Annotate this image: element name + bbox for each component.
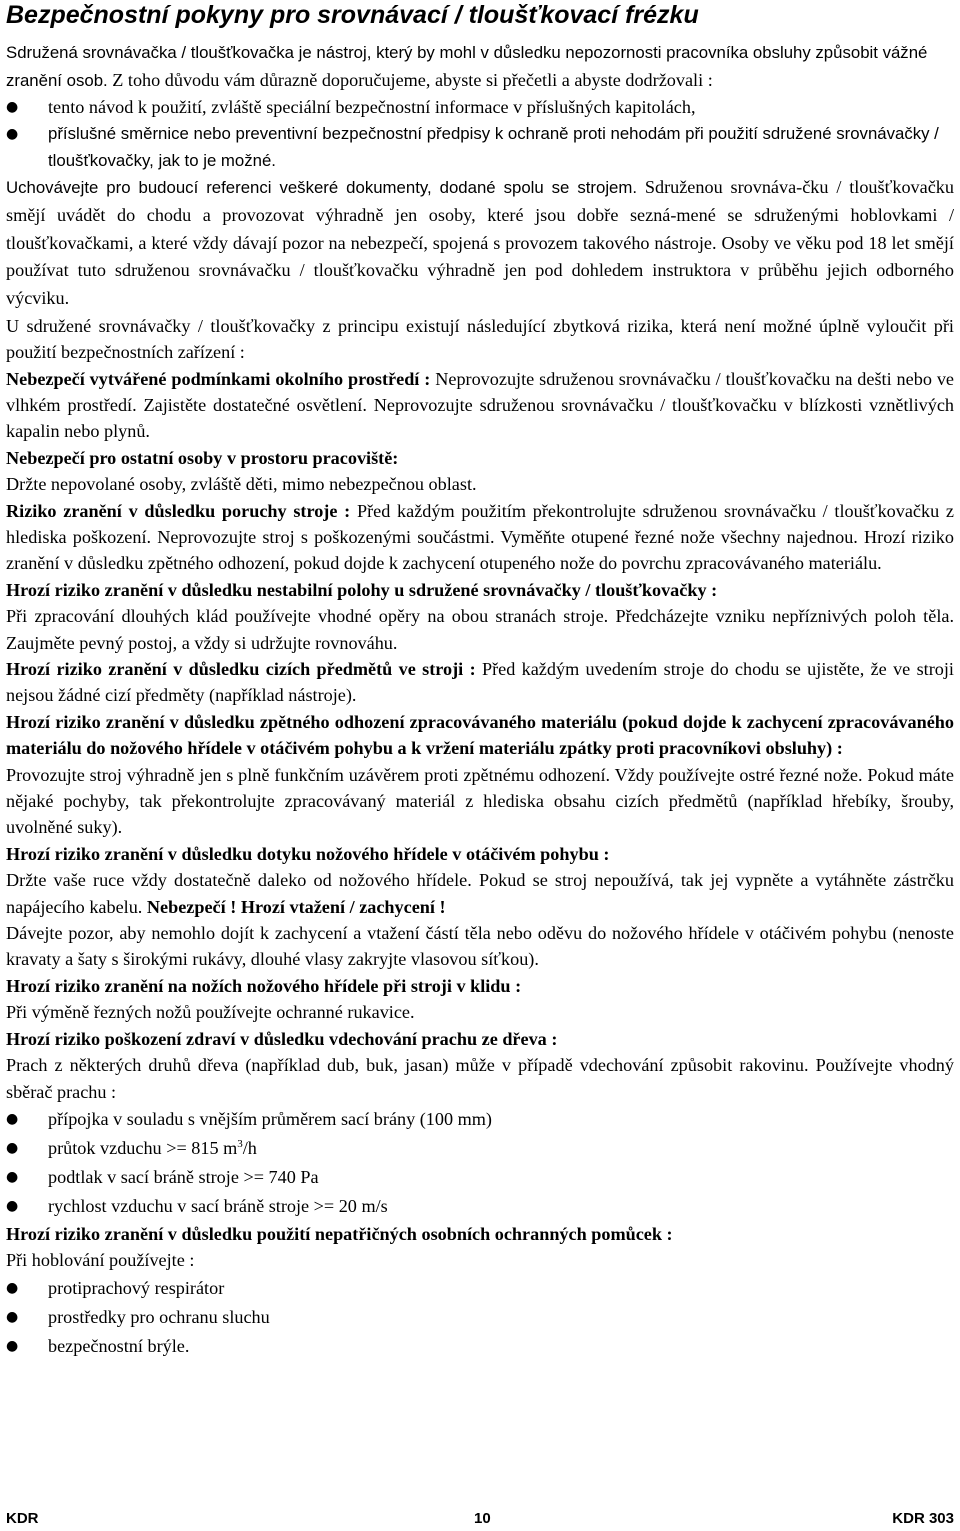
list-item — [6, 1274, 954, 1303]
intro-list — [6, 94, 954, 174]
section-cutterblock-text-2: Dávejte pozor, aby nemohlo dojít k zachycení a vtažení částí těla nebo oděvu do nožového hřídele v otáčivém pohybu (nenoste kravaty a šaty s širokými rukávy, dlouhé vlasy zakryjte vlasovou síťkou). — [6, 923, 954, 970]
list-item-text: přípojka v souladu s vnějším průměrem sací brány (100 mm) — [48, 1108, 492, 1129]
page-number: 10 — [474, 1510, 491, 1527]
section-text: Před každým použitím překontrolujte sdruženou srovnávačku / tloušťkovačku z hlediska poškození. Neprovozujte stroj s poškozenými součástmi. Vyměňte otupené řezné nože všechny najednou. Hrozí riziko zranění v důsledku zpětného odhození, pokud dojde k zachycení otupeného nože do povrchu zpracovávaného materiálu. — [6, 500, 954, 574]
section-text: Držte vaše ruce vždy dostatečně daleko od nožového hřídele. Pokud se stroj nepoužívá, tak jej vypněte a vytáhněte zástrčku napájecího kabelu. — [6, 870, 954, 917]
list-item — [6, 1192, 954, 1221]
list-item-text: prostředky pro ochranu sluchu — [48, 1306, 270, 1327]
warning-text: Nebezpečí ! Hrozí vtažení / zachycení ! — [146, 896, 446, 917]
section-stability-heading — [6, 577, 954, 603]
intro-text-sans: Sdružená srovnávačka / tloušťkovačka je nástroj, který by mohl v důsledku nepozornosti pracovníka obsluhy způsobit vážné zranění osob. — [6, 43, 928, 90]
section-heading: Hrozí riziko zranění v důsledku zpětného odhození zpracovávaného materiálu (pokud dojde k zachycení zpracovávaného materiálu do nožového hřídele v otáčivém pohybu a k vržení materiálu zpátky proti pracovníkovi obsluhy) : — [6, 711, 954, 759]
list-item-text: podtlak v sací bráně stroje >= 740 Pa — [48, 1166, 319, 1187]
dust-list — [6, 1105, 954, 1221]
section-ppe-heading — [6, 1221, 954, 1247]
list-item — [6, 1163, 954, 1192]
section-heading: Hrozí riziko zranění v důsledku cizích předmětů ve stroji : — [6, 659, 476, 680]
list-item-text: rychlost vzduchu v sací bráně stroje >= 20 m/s — [48, 1195, 388, 1216]
list-item-text: průtok vzduchu >= 815 m — [48, 1137, 238, 1158]
page-title: Bezpečnostní pokyny pro srovnávací / tloušťkovací frézku — [6, 1, 699, 29]
list-item — [6, 121, 954, 174]
section-dust-text: Prach z některých druhů dřeva (například dub, buk, jasan) může v případě vdechování způsobit rakovinu. Používejte vhodný sběrač prachu : — [6, 1055, 954, 1102]
section-heading: Hrozí riziko zranění v důsledku dotyku nožového hřídele v otáčivém pohybu : — [6, 843, 610, 864]
bullet-icon: ● — [6, 1139, 19, 1156]
section-text: Před každým uvedením stroje do chodu se ujistěte, že ve stroji nejsou žádné cizí předměty (například nástroje). — [6, 659, 954, 706]
section-other-persons-text: Držte nepovolané osoby, zvláště děti, mimo nebezpečnou oblast. — [6, 474, 477, 495]
bullet-icon: ● — [6, 99, 19, 116]
bullet-icon: ● — [6, 1168, 19, 1185]
section-heading: Nebezpečí vytvářené podmínkami okolního prostředí : — [6, 368, 431, 389]
section-cutterblock-heading — [6, 841, 954, 867]
superscript: 3 — [237, 1137, 243, 1150]
section-environment — [6, 366, 954, 445]
list-item-text: protiprachový respirátor — [48, 1277, 225, 1298]
keep-text-serif-2: Osoby ve věku pod 18 let smějí používat tuto sdruženou srovnávačku / tloušťkovačku výhradně jen pod dohledem instruktora v průběhu jejich odborného výcviku. — [6, 232, 954, 309]
section-machine-fault — [6, 498, 954, 577]
section-kickback-text: Provozujte stroj výhradně jen s plně funkčním uzávěrem proti zpětnému odhození. Vždy používejte ostré řezné nože. Pokud máte nějaké pochyby, tak překontrolujte zpracovávaný materiál z hlediska obsahu cizích předmětů (například hřebíky, šrouby, uvolněné suky). — [6, 764, 954, 838]
section-stability-text: Při zpracování dlouhých klád používejte vhodné opěry na obou stranách stroje. Předcházejte vzniku nepříznivých poloh těla. Zaujměte pevný postoj, a vždy si udržujte rovnováhu. — [6, 606, 954, 653]
list-item — [6, 1303, 954, 1332]
section-text: Neprovozujte sdruženou srovnávačku / tloušťkovačku na dešti nebo ve vlhkém prostředí. Zajistěte dostatečné osvětlení. Neprovozujte sdruženou srovnávačku / tloušťkovačku v blízkosti vznětlivých kapalin nebo plynů. — [6, 368, 954, 442]
section-heading: Hrozí riziko zranění v důsledku nestabilní polohy u sdružené srovnávačky / tloušťkovačky : — [6, 579, 718, 600]
section-knives-text: Při výměně řezných nožů používejte ochranné rukavice. — [6, 1002, 415, 1023]
list-item — [6, 1134, 954, 1163]
section-heading: Hrozí riziko zranění na nožích nožového hřídele při stroji v klidu : — [6, 975, 522, 996]
bullet-icon: ● — [6, 125, 19, 142]
section-heading: Riziko zranění v důsledku poruchy stroje : — [6, 500, 351, 521]
keep-text-serif: Sdruženou srovnáva-čku / tloušťkovačku smějí uvádět do chodu a provozovat výhradně jen osoby, které jsou dobře sezná-mené se sdruženými hoblovkami / tloušťkovačkami, a které vždy dávají pozor na nebezpečí, spojená s provozem takového nástroje. — [6, 177, 954, 253]
bullet-icon: ● — [6, 1197, 19, 1214]
section-other-persons-heading — [6, 445, 954, 471]
footer-model-left: KDR — [6, 1510, 39, 1527]
bullet-icon: ● — [6, 1110, 19, 1127]
bullet-icon: ● — [6, 1308, 19, 1325]
section-heading: Nebezpečí pro ostatní osoby v prostoru pracoviště: — [6, 447, 399, 468]
residual-risk-paragraph: U sdružené srovnávačky / tloušťkovačky z principu existují následující zbytková rizika, která není možné úplně vyloučit při použití bezpečnostních zařízení : — [6, 315, 954, 363]
keep-text-sans: Uchovávejte pro budoucí referenci veškeré dokumenty, dodané spolu se strojem. — [6, 178, 638, 198]
footer-model-right: KDR 303 — [892, 1510, 954, 1527]
list-item-unit: /h — [242, 1137, 257, 1158]
bullet-icon: ● — [6, 1279, 19, 1296]
section-cutterblock-text — [6, 867, 954, 920]
section-heading: Hrozí riziko poškození zdraví v důsledku vdechování prachu ze dřeva : — [6, 1028, 558, 1049]
document-page — [6, 0, 954, 1361]
list-item-text: tento návod k použití, zvláště speciální bezpečnostní informace v příslušných kapitolách, — [48, 97, 696, 118]
list-item — [6, 1332, 954, 1361]
intro-text-serif: Z toho důvodu vám důrazně doporučujeme, abyste si přečetli a abyste dodržovali : — [107, 69, 713, 90]
section-dust-heading — [6, 1026, 954, 1052]
section-kickback-heading — [6, 709, 954, 762]
section-heading: Hrozí riziko zranění v důsledku použití nepatřičných osobních ochranných pomůcek : — [6, 1223, 673, 1244]
list-item-text: příslušné směrnice nebo preventivní bezpečnostní předpisy k ochraně proti nehodám při použití sdružené srovnávačky / tloušťkovačky, jak to je možné. — [48, 123, 939, 170]
list-item — [6, 94, 954, 120]
section-knives-heading — [6, 973, 954, 999]
list-item-text: bezpečnostní brýle. — [48, 1335, 190, 1356]
page-footer — [6, 1510, 954, 1530]
ppe-list — [6, 1274, 954, 1361]
bullet-icon: ● — [6, 1337, 19, 1354]
intro-paragraph — [6, 40, 954, 94]
section-ppe-text: Při hoblování používejte : — [6, 1250, 195, 1271]
section-foreign-objects — [6, 656, 954, 709]
keep-paragraph — [6, 174, 954, 313]
list-item — [6, 1105, 954, 1134]
